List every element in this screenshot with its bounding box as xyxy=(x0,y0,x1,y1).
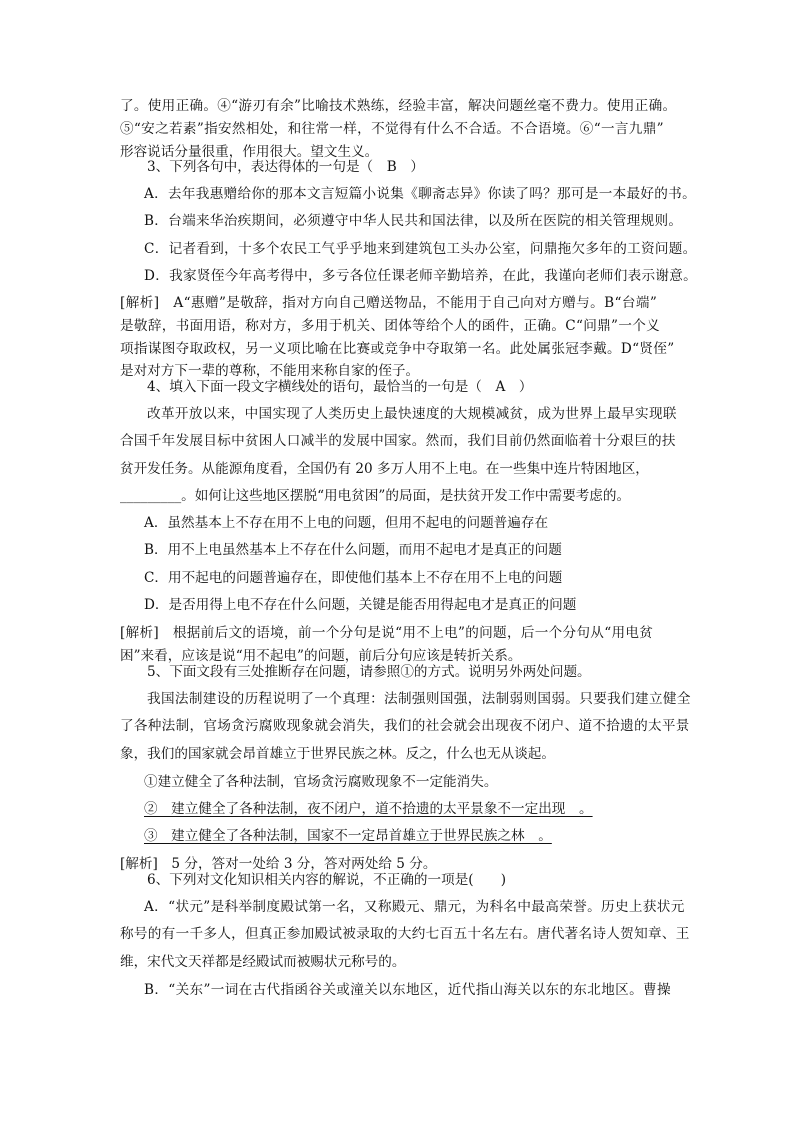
text-line: 困”来看，应该是说“用不起电”的问题，前后分句应该是转折关系。 xyxy=(120,648,522,664)
option-d: D．我家贤侄今年高考得中，多亏各位任课老师辛勤培养，在此，我谨向老师们表示谢意。 xyxy=(144,268,698,284)
answer-3: ③ 建立健全了各种法制，国家不一定昂首雄立于世界民族之林 。 xyxy=(144,828,552,844)
text-line: 是敬辞，书面用语，称对方，多用于机关、团体等给个人的函件，正确。C“问鼎”一个义 xyxy=(120,318,661,334)
question-3: 3、下列各句中，表达得体的一句是（ B ） xyxy=(147,159,424,175)
option-a: A．虽然基本上不存在用不上电的问题，但用不起电的问题普遍存在 xyxy=(144,515,549,531)
question-4: 4、填入下面一段文字横线处的语句，最恰当的一句是（ A ） xyxy=(147,379,533,395)
text-line: 了。使用正确。④“游刃有余”比喻技术熟练，经验丰富，解决问题丝毫不费力。使用正确。 xyxy=(120,98,677,114)
text-line: 称号的有一千多人，但真正参加殿试被录取的大约七百五十名左右。唐代著名诗人贺知章、王 xyxy=(120,926,690,942)
text-line: 是对对方下一辈的尊称，不能用来称自家的侄子。 xyxy=(120,363,420,379)
option-c: C．用不起电的问题普遍存在，即使他们基本上不存在用不上电的问题 xyxy=(144,570,563,586)
analysis: [解析] A“惠赠”是敬辞，指对方向自己赠送物品，不能用于自己向对方赠与。B“台端” xyxy=(120,295,658,311)
answer-1: ①建立健全了各种法制，官场贪污腐败现象不一定能消失。 xyxy=(144,774,498,790)
text-line: 维，宋代文天祥都是经殿试而被赐状元称号的。 xyxy=(120,954,406,970)
option-b: B．用不上电虽然基本上不存在什么问题，而用不起电才是真正的问题 xyxy=(144,542,562,558)
text-line: 我国法制建设的历程说明了一个真理：法制强则国强，法制弱则国弱。只要我们建立健全 xyxy=(147,691,691,707)
question-6: 6、下列对文化知识相关内容的解说，不正确的一项是( ) xyxy=(147,872,507,888)
option-a: A．“状元”是科举制度殿试第一名，又称殿元、鼎元，为科名中最高荣誉。历史上获状元 xyxy=(144,899,685,915)
question-5: 5、下面文段有三处推断存在问题，请参照①的方式。说明另外两处问题。 xyxy=(147,664,591,680)
text-line: ⑤“安之若素”指安然相处，和往常一样，不觉得有什么不合适。不合语境。⑥“一言九鼎” xyxy=(120,121,664,137)
option-b: B．“关东”一词在古代指函谷关或潼关以东地区，近代指山海关以东的东北地区。曹操 xyxy=(144,982,671,998)
option-c: C．记者看到，十多个农民工气乎乎地来到建筑包工头办公室，问鼎拖欠多年的工资问题。 xyxy=(144,241,697,257)
text-line: 合国千年发展目标中贫困人口减半的发展中国家。然而，我们目前仍然面临着十分艰巨的扶 xyxy=(120,433,676,449)
analysis: [解析] 5 分，答对一处给 3 分，答对两处给 5 分。 xyxy=(120,856,437,872)
text-line: 了各种法制，官场贪污腐败现象就会消失，我们的社会就会出现夜不闭户、道不拾遗的太平景 xyxy=(120,718,690,734)
analysis: [解析] 根据前后文的语境，前一个分句是说“用不上电”的问题，后一个分句从“用电贫 xyxy=(120,625,654,641)
option-d: D．是否用得上电不存在什么问题，关键是能否用得起电才是真正的问题 xyxy=(144,597,577,613)
answer-2: ② 建立健全了各种法制，夜不闭户，道不拾遗的太平景象不一定出现 。 xyxy=(144,801,593,817)
text-line: 项指谋图夺取政权，另一义项比喻在比赛或竞争中夺取第一名。此处属张冠李戴。D“贤侄” xyxy=(120,341,675,357)
option-b: B．台端来华治疾期间，必须遵守中华人民共和国法律，以及所在医院的相关管理规则。 xyxy=(144,213,683,229)
option-a: A．去年我惠赠给你的那本文言短篇小说集《聊斋志异》你读了吗？那可是一本最好的书。 xyxy=(144,186,696,202)
text-line: 形容说话分量很重，作用很大。望文生义。 xyxy=(120,144,379,160)
text-line: 象，我们的国家就会昂首雄立于世界民族之林。反之，什么也无从谈起。 xyxy=(120,746,555,762)
text-line: 改革开放以来，中国实现了人类历史上最快速度的大规模减贫，成为世界上最早实现联 xyxy=(147,406,677,422)
blank-line: _________。如何让这些地区摆脱“用电贫困”的局面，是扶贫开发工作中需要考虑的。 xyxy=(120,488,631,504)
text-line: 贫开发任务。从能源角度看，全国仍有 20 多万人用不上电。在一些集中连片特困地区， xyxy=(120,461,649,477)
